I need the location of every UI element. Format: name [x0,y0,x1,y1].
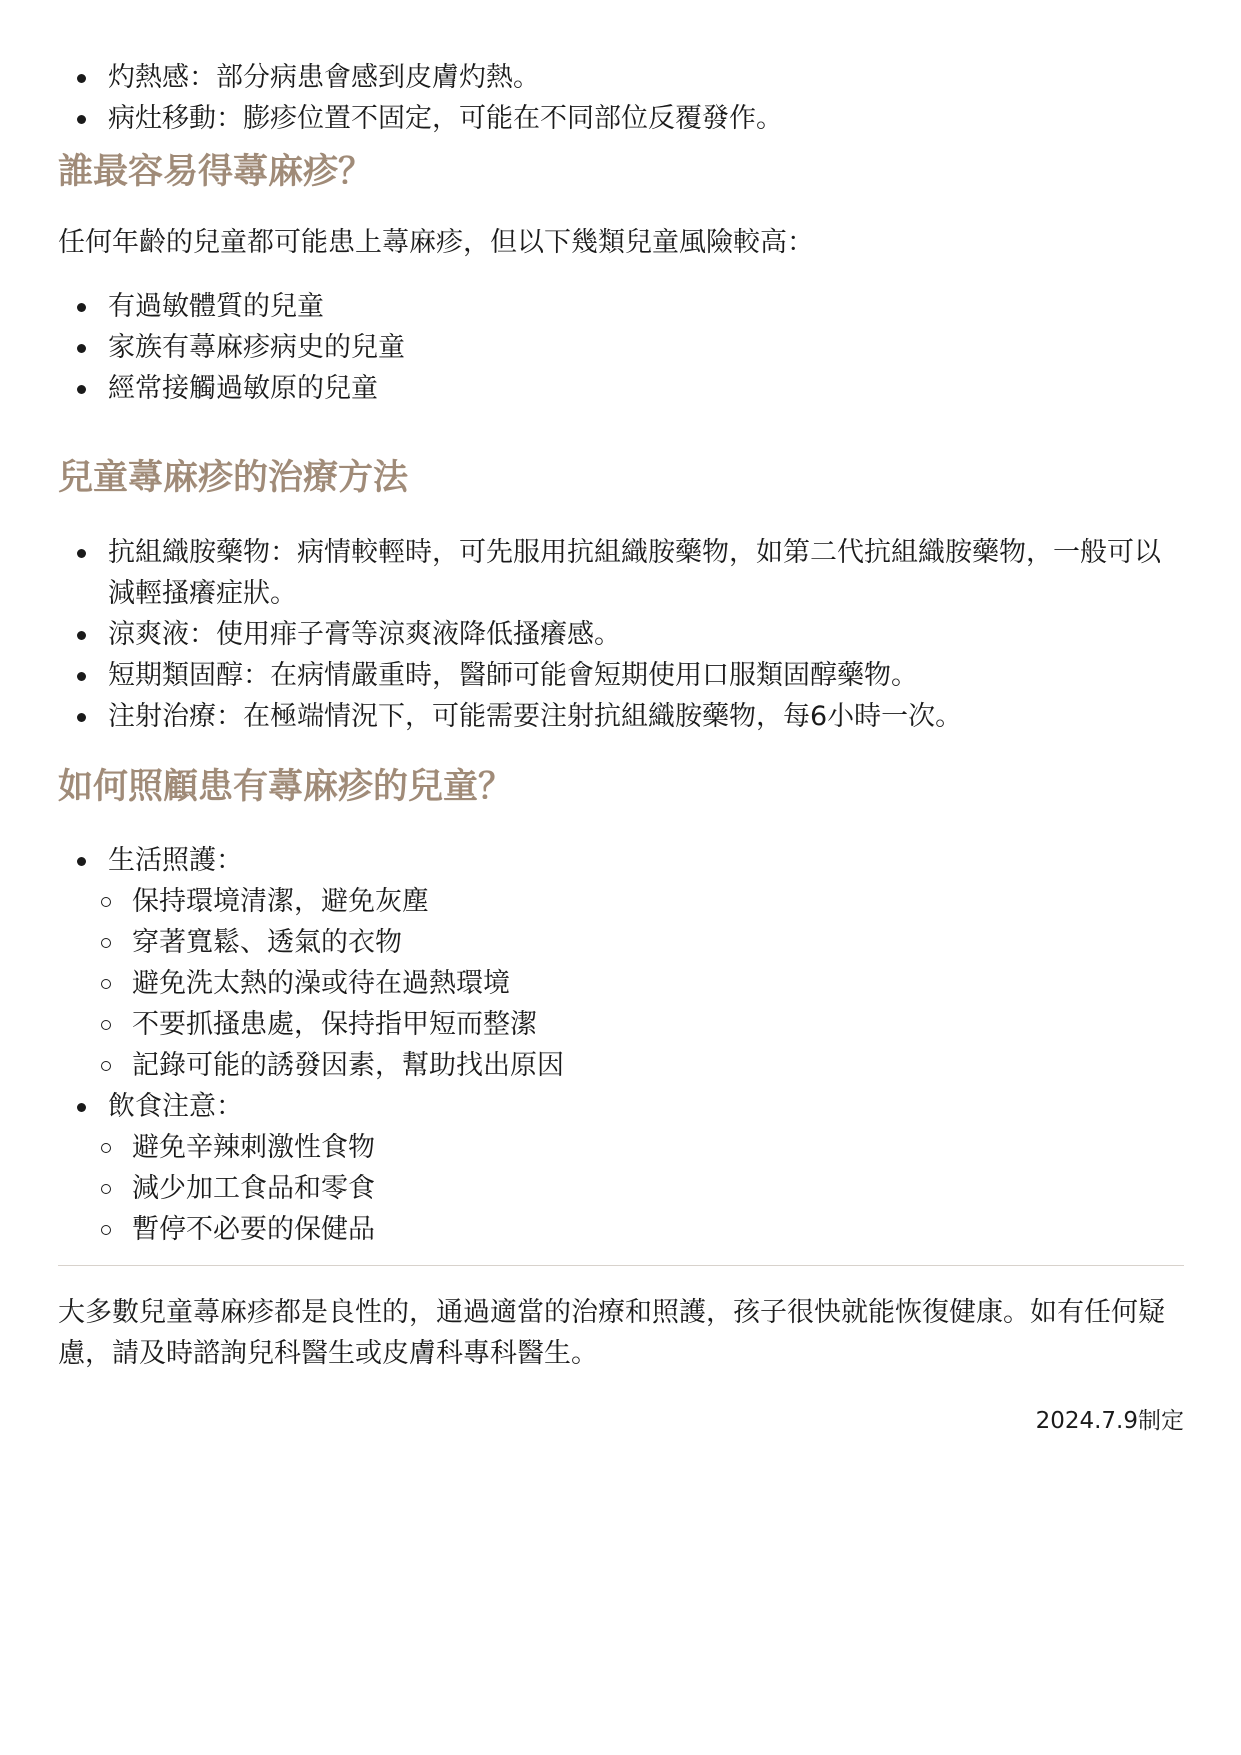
section-who-intro: 任何年齡的兒童都可能患上蕁麻疹，但以下幾類兒童風險較高： [58,227,814,258]
section-heading-care: 如何照顧患有蕁麻疹的兒童？ [58,767,514,807]
list-item: 穿著寬鬆、透氣的衣物 [95,922,1184,963]
list-item: 病灶移動：膨疹位置不固定，可能在不同部位反覆發作。 [58,98,1184,139]
closing-paragraph: 大多數兒童蕁麻疹都是良性的，通過適當的治療和照護，孩子很快就能恢復健康。如有任何疑慮，請及時諮詢兒科醫生或皮膚科專科醫生。 [58,1297,1165,1369]
treatment-list [58,532,1168,737]
list-item: 涼爽液：使用痱子膏等涼爽液降低搔癢感。 [58,614,1168,655]
intro-bullet-list [58,57,1184,139]
list-item: 短期類固醇：在病情嚴重時，醫師可能會短期使用口服類固醇藥物。 [58,655,1168,696]
list-item: 經常接觸過敏原的兒童 [58,368,1184,409]
list-item: 有過敏體質的兒童 [58,286,1184,327]
divider [58,1265,1184,1266]
care-group-label: 生活照護： [108,845,243,876]
care-group-life [58,840,1184,1086]
list-item: 避免洗太熱的澡或待在過熱環境 [95,963,1184,1004]
section-heading-who: 誰最容易得蕁麻疹？ [58,152,374,192]
list-item: 避免辛辣刺激性食物 [95,1127,1184,1168]
list-item: 家族有蕁麻疹病史的兒童 [58,327,1184,368]
document-date: 2024.7.9制定 [1035,1408,1184,1434]
list-item: 不要抓搔患處，保持指甲短而整潔 [95,1004,1184,1045]
care-list [58,840,1184,1250]
list-item: 記錄可能的誘發因素，幫助找出原因 [95,1045,1184,1086]
care-group-diet [58,1086,1184,1250]
section-heading-treatment: 兒童蕁麻疹的治療方法 [58,458,409,498]
list-item: 灼熱感：部分病患會感到皮膚灼熱。 [58,57,1184,98]
list-item: 抗組織胺藥物：病情較輕時，可先服用抗組織胺藥物，如第二代抗組織胺藥物，一般可以減輕搔癢症狀。 [58,532,1168,614]
list-item: 減少加工食品和零食 [95,1168,1184,1209]
list-item: 注射治療：在極端情況下，可能需要注射抗組織胺藥物，每6小時一次。 [58,696,1168,737]
list-item: 保持環境清潔，避免灰塵 [95,881,1184,922]
care-diet-sublist [95,1127,1184,1250]
care-group-label: 飲食注意： [108,1091,243,1122]
list-item: 暫停不必要的保健品 [95,1209,1184,1250]
care-life-sublist [95,881,1184,1086]
who-risk-list [58,286,1184,409]
